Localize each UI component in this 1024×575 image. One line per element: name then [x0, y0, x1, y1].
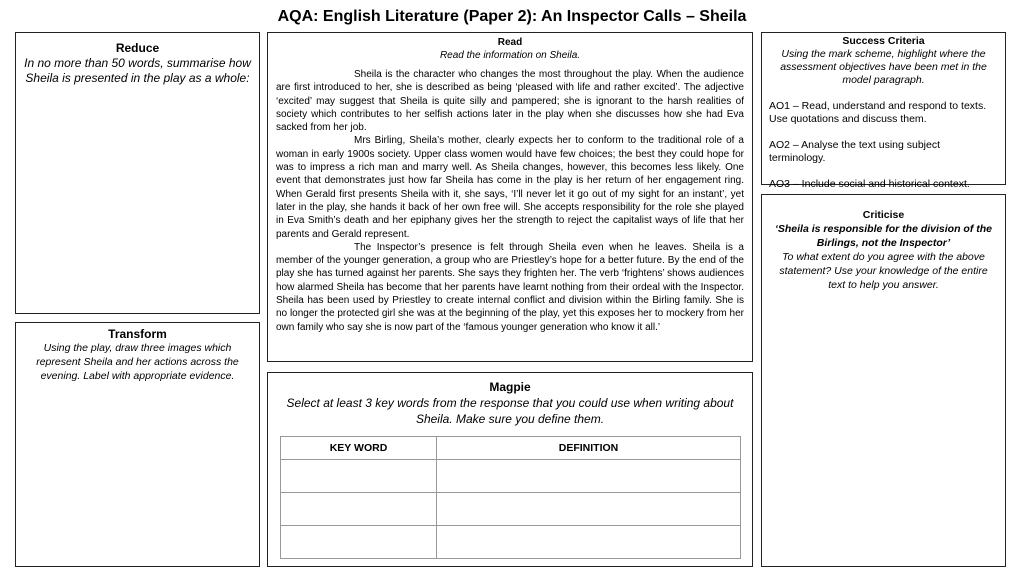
- transform-panel: [15, 322, 260, 567]
- read-heading: Read: [497, 37, 523, 48]
- criticise-quote: ‘Sheila is responsible for the division of the Birlings, not the Inspector’: [774, 223, 993, 249]
- ao3-item: AO3 – Include social and historical context.: [769, 178, 970, 190]
- read-panel: [267, 32, 753, 362]
- key-word-cell[interactable]: [281, 460, 437, 493]
- magpie-instruction: Select at least 3 key words from the response that you could use when writing about Sheila. Make sure you define them.: [286, 396, 734, 426]
- success-criteria-panel: [761, 32, 1006, 190]
- magpie-heading: Magpie: [489, 380, 531, 394]
- ao1-item: AO1 – Read, understand and respond to texts. Use quotations and discuss them.: [769, 100, 987, 125]
- reduce-heading: Reduce: [115, 41, 160, 55]
- ao2-item: AO2 – Analyse the text using subject terminology.: [769, 139, 941, 164]
- key-word-header: KEY WORD: [281, 437, 437, 460]
- definition-header: DEFINITION: [437, 437, 741, 460]
- criticise-panel: [761, 194, 1006, 567]
- reduce-panel: [15, 32, 260, 314]
- key-word-cell[interactable]: [281, 526, 437, 559]
- read-paragraph: Sheila is the character who changes the most throughout the play. When the audience are first introduced to her, she is described as being ‘pleased with life and rather excited’. The adjective ‘excited’ may suggest that Sheila is quite silly and pampered; she is ignorant to the harsh realities of society which contributes to her selfish actions later in the play when she discusses how she had Eva sacked from her job.: [276, 69, 744, 134]
- transform-heading: Transform: [108, 327, 167, 341]
- criticise-heading: Criticise: [862, 209, 905, 221]
- magpie-panel: [267, 372, 753, 567]
- reduce-instruction: In no more than 50 words, summarise how Sheila is presented in the play as a whole:: [24, 56, 251, 85]
- table-row: [281, 493, 741, 526]
- definition-cell[interactable]: [437, 493, 741, 526]
- table-row: [281, 526, 741, 559]
- page-title: AQA: English Literature (Paper 2): An Inspector Calls – Sheila: [277, 8, 747, 25]
- success-instruction: Using the mark scheme, highlight where the assessment objectives have been met in the model paragraph.: [780, 48, 987, 86]
- key-word-cell[interactable]: [281, 493, 437, 526]
- key-word-table: [280, 436, 741, 559]
- success-heading: Success Criteria: [842, 35, 925, 47]
- read-instruction: Read the information on Sheila.: [439, 50, 581, 61]
- transform-instruction: Using the play, draw three images which represent Sheila and her actions across the evening. Label with appropriate evidence.: [36, 342, 239, 382]
- definition-cell[interactable]: [437, 460, 741, 493]
- read-paragraph: Mrs Birling, Sheila’s mother, clearly expects her to conform to the traditional role of a woman in early 1900s society. Upper class women would have few choices; the best they could hope for was to impress a rich man and marry well. As Sheila changes, however, this becomes less likely. One event that demonstrates just how far Sheila has come in the play is her return of her engagement ring. When Gerald first presents Sheila with it, she says, ‘I’ll never let it go out of my sight for an instant’, yet later in the play, she hands it back of her own free will. She accepts responsibility for the role she played in Eva Smith’s death and her epiphany gives her the strength to reject the capitalist ways of life that her parents and Gerald represent.: [276, 135, 744, 240]
- table-row: [281, 460, 741, 493]
- read-paragraph: The Inspector’s presence is felt through Sheila even when he leaves. Sheila is a member of the younger generation, a group who are Priestley’s hope for a better future. By the end of the play she has turned against her parents. She says they frighten her. The verb ‘frightens’ shows audiences how alarmed Sheila has become that her parents have learnt nothing from their ordeal with the Inspector. Sheila has been used by Priestley to create internal conflict and division within the Birling family. She is no longer the protected girl she was at the beginning of the play, yet this exposes her to mockery from her own family who say she is now part of the ‘famous younger generation who know it all.’: [276, 241, 744, 333]
- criticise-instruction: To what extent do you agree with the above statement? Use your knowledge of the entire text to help you answer.: [779, 251, 988, 291]
- definition-cell[interactable]: [437, 526, 741, 559]
